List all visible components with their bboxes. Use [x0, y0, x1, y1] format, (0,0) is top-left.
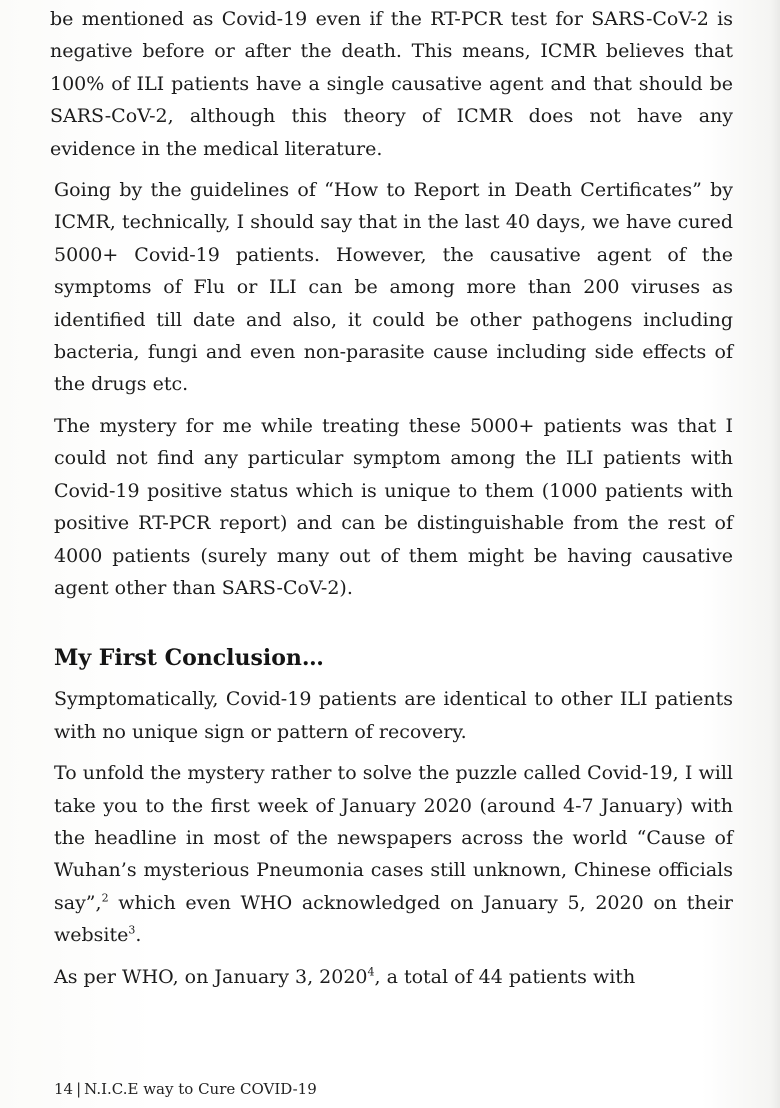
paragraph-6-text-a: As per WHO, on January 3, 2020 [54, 965, 368, 988]
paragraph-6 [50, 961, 733, 993]
page-number: 14 [54, 1080, 74, 1098]
paragraph-5-text-b: which even WHO acknowledged on January 5, 2020 on their website [54, 891, 733, 947]
paragraph-4: Symptomatically, Covid-19 patients are identical to other ILI patients with no unique sign or pattern of recovery. [54, 688, 733, 743]
footnote-ref-2: 2 [101, 891, 109, 905]
paragraph-6-text-b: , a total of 44 patients with [374, 965, 636, 988]
paragraph-5 [50, 757, 733, 951]
paragraph-5-text-c: . [135, 924, 142, 947]
paragraph-1: be mentioned as Covid-19 even if the RT-PCR test for SARS-CoV-2 is negative before or after the death. This means, ICMR believes that 100% of ILI patients have a single causative agent and that should be SARS-CoV-2, although this theory of ICMR does not have any evidence in the medical literature. [50, 8, 733, 160]
book-title: N.I.C.E way to Cure COVID-19 [84, 1080, 317, 1098]
section-heading: My First Conclusion… [54, 645, 324, 672]
footnote-ref-3: 3 [128, 923, 136, 937]
page-content [50, 3, 733, 1002]
paragraph-3: The mystery for me while treating these 5000+ patients was that I could not find any particular symptom among the ILI patients with Covid-19 positive status which is unique to them (1000 patients with positive RT-PCR report) and can be distinguishable from the rest of 4000 patients (surely many out of them might be having causative agent other than SARS-CoV-2). [54, 414, 733, 599]
footnote-ref-4: 4 [367, 965, 375, 979]
paragraph-5-text-a: To unfold the mystery rather to solve the puzzle called Covid-19, I will take you to the first week of January 2020 (around 4-7 January) with the headline in most of the newspapers across the world “Cause of Wuhan’s mysterious Pneumonia cases still unknown, Chinese officials say”, [54, 762, 733, 914]
paragraph-2: Going by the guidelines of “How to Report in Death Certificates” by ICMR, technically, I should say that in the last 40 days, we have cured 5000+ Covid-19 patients. However, the causative agent of the symptoms of Flu or ILI can be among more than 200 viruses as identified till date and also, it could be other pathogens including bacteria, fungi and even non-parasite cause including side effects of the drugs etc. [54, 179, 733, 396]
scan-edge-shadow [770, 0, 780, 1108]
page-footer [54, 1080, 317, 1098]
footer-separator: | [76, 1080, 82, 1098]
